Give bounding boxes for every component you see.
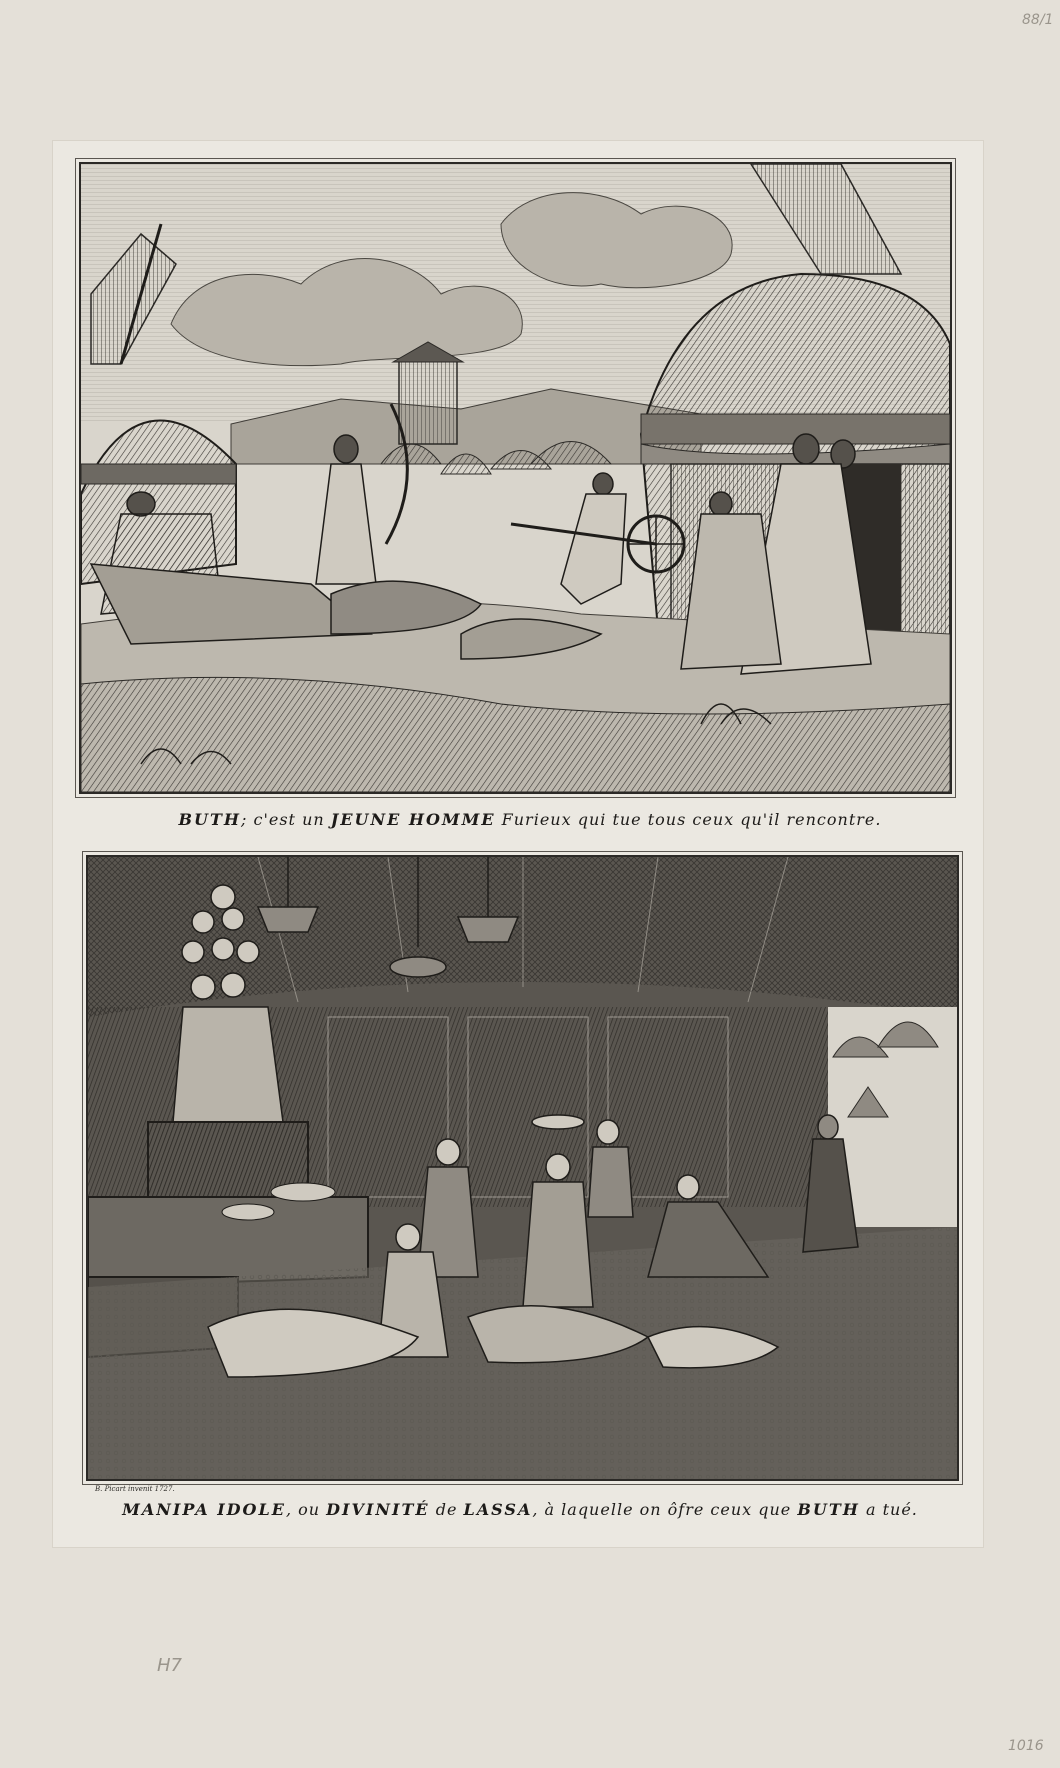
pencil-note-bottom-left: H7	[157, 1655, 182, 1676]
caption-lassa: LASSA	[463, 1500, 533, 1519]
caption-text: ; c'est un	[241, 810, 325, 829]
pencil-note-bottom-right: 1016	[1008, 1738, 1044, 1754]
pencil-note-top-right: 88/1	[1022, 12, 1054, 28]
top-engraving-scene	[79, 162, 952, 794]
top-caption	[0, 810, 1060, 829]
caption-text: Furieux qui tue tous ceux qu'il rencontre.	[501, 810, 882, 829]
caption-buth: BUTH	[797, 1500, 860, 1519]
caption-buth: BUTH	[178, 810, 242, 829]
caption-text: de	[435, 1500, 458, 1519]
caption-text: a tué.	[865, 1500, 918, 1519]
caption-text: , ou	[285, 1500, 321, 1519]
bottom-engraving-scene	[86, 855, 959, 1481]
bottom-engraving-illustration	[88, 857, 957, 1479]
bottom-caption	[70, 1500, 970, 1519]
caption-divinite: DIVINITÉ	[326, 1500, 430, 1519]
caption-jeune-homme: JEUNE HOMME	[330, 810, 496, 829]
caption-text: , à laquelle on ôfre ceux que	[532, 1500, 792, 1519]
top-engraving-illustration	[81, 164, 950, 792]
caption-manipa-idole: MANIPA IDOLE	[122, 1500, 286, 1519]
engraver-credit: B. Picart invenit 1727.	[95, 1485, 175, 1493]
